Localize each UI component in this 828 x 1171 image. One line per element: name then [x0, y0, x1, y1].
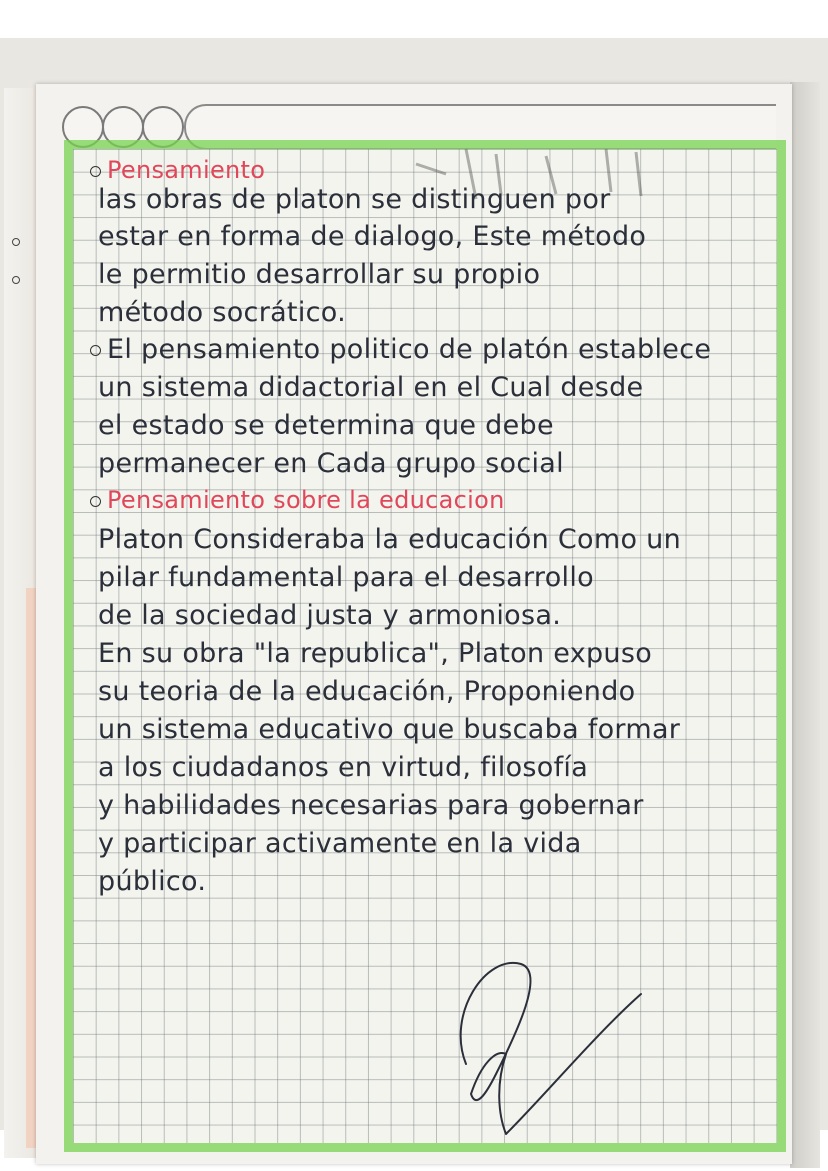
notebook-page: [36, 84, 792, 1164]
note-line: un sistema didactorial en el Cual desde: [98, 372, 644, 403]
bullet-icon: [90, 345, 101, 356]
note-line: y habilidades necesarias para gobernar: [98, 790, 644, 821]
note-line: le permitio desarrollar su propio: [98, 259, 541, 290]
page-shadow: [790, 82, 820, 1168]
handwritten-signature: [426, 944, 686, 1144]
note-line: y participar activamente en la vida: [98, 828, 582, 859]
note-line: un sistema educativo que buscaba formar: [98, 714, 681, 745]
binder-hole-icon: [12, 238, 20, 246]
note-line: público.: [98, 866, 207, 897]
note-line: método socrático.: [98, 297, 346, 328]
note-line: de la sociedad justa y armoniosa.: [98, 600, 562, 631]
note-line: En su obra "la republica", Platon expuso: [98, 638, 653, 669]
heading-educacion: Pensamiento sobre la educacion: [90, 486, 505, 514]
note-line: a los ciudadanos en virtud, filosofía: [98, 752, 589, 783]
photo-background: [0, 38, 828, 1130]
binder-hole-icon: [12, 276, 20, 284]
bullet-icon: [90, 166, 101, 177]
bullet-icon: [90, 496, 101, 507]
note-line: las obras de platon se distinguen por: [98, 184, 611, 215]
note-line: pilar fundamental para el desarrollo: [98, 562, 594, 593]
note-line: el estado se determina que debe: [98, 410, 554, 441]
note-line: Platon Consideraba la educación Como un: [98, 524, 681, 555]
note-line-bullet: El pensamiento politico de platón establece: [90, 334, 711, 365]
heading-pensamiento: Pensamiento: [90, 156, 265, 184]
note-line: permanecer en Cada grupo social: [98, 448, 564, 479]
note-line: estar en forma de dialogo, Este método: [98, 221, 647, 252]
note-line: su teoria de la educación, Proponiendo: [98, 676, 636, 707]
